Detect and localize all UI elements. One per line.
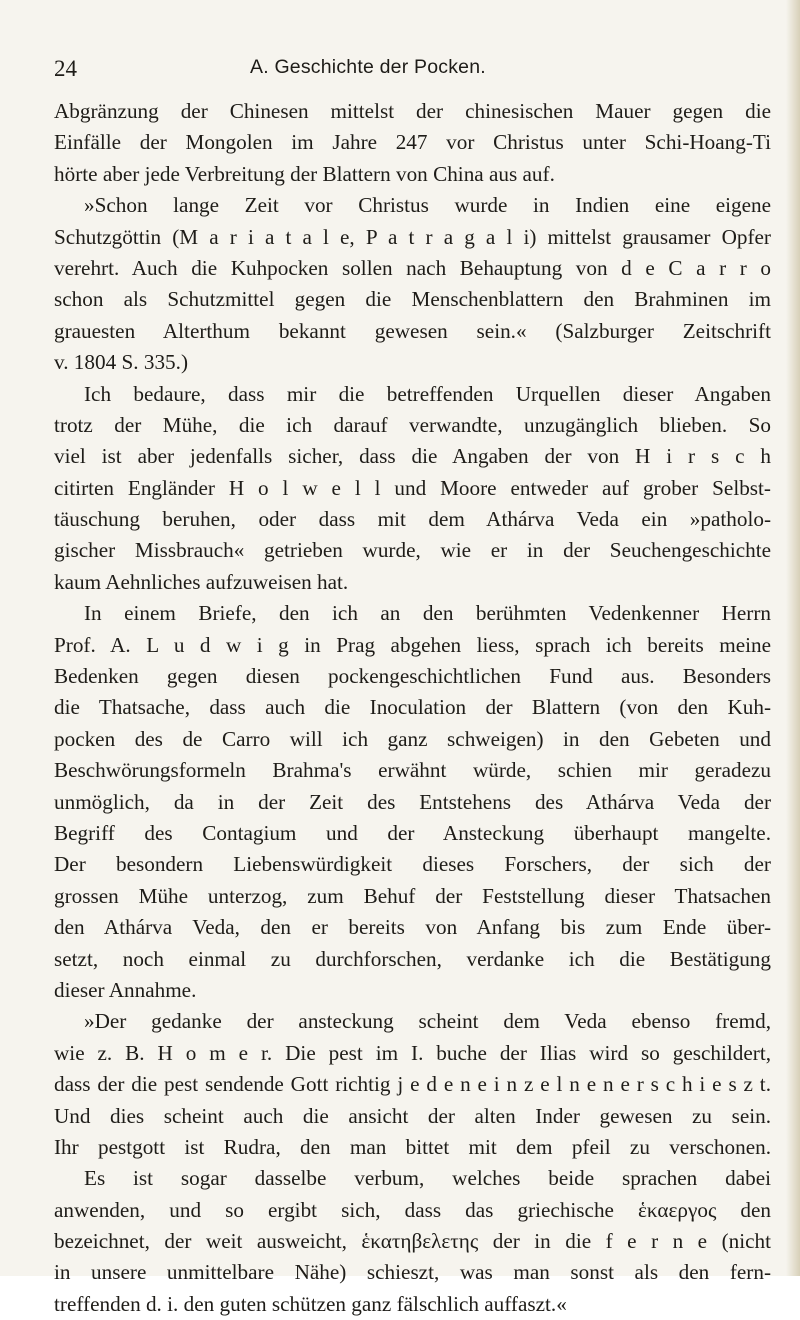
- text-line: anwenden, und so ergibt sich, dass das griechische ἑκαεργος den: [54, 1197, 771, 1222]
- text-line: v. 1804 S. 335.): [54, 350, 188, 375]
- text-line: Der besondern Liebenswürdigkeit dieses Forschers, der sich der: [54, 852, 771, 877]
- text-line: in unsere unmittelbare Nähe) schieszt, was man sonst als den fern-: [54, 1260, 771, 1285]
- text-line: Abgränzung der Chinesen mittelst der chinesischen Mauer gegen die: [54, 99, 771, 123]
- text-line: citirten Engländer H o l w e l l und Moore entweder auf grober Selbst-: [54, 475, 771, 500]
- text-line: verehrt. Auch die Kuhpocken sollen nach Behauptung von d e C a r r o: [54, 255, 771, 280]
- text-line: kaum Aehnliches aufzuweisen hat.: [54, 569, 349, 594]
- body-text: [54, 96, 771, 1320]
- text-line: grauesten Alterthum bekannt gewesen sein.« (Salzburger Zeitschrift: [54, 318, 771, 343]
- page-edge-shadow: [786, 0, 800, 1276]
- text-line: die Thatsache, dass auch die Inoculation der Blattern (von den Kuh-: [54, 695, 771, 720]
- text-line: grossen Mühe unterzog, zum Behuf der Feststellung dieser Thatsachen: [54, 883, 771, 908]
- text-line: Ich bedaure, dass mir die betreffenden Urquellen dieser Angaben: [84, 381, 771, 406]
- running-head-title: A. Geschichte der Pocken.: [250, 56, 486, 78]
- text-line: Ihr pestgott ist Rudra, den man bittet mit dem pfeil zu verschonen.: [54, 1134, 771, 1159]
- text-line: Bedenken gegen diesen pockengeschichtlichen Fund aus. Besonders: [54, 664, 771, 689]
- text-line: treffenden d. i. den guten schützen ganz fälschlich auffaszt.«: [54, 1291, 567, 1316]
- text-line: dieser Annahme.: [54, 977, 197, 1002]
- text-line: Begriff des Contagium und der Ansteckung überhaupt mangelte.: [54, 820, 771, 845]
- text-line: setzt, noch einmal zu durchforschen, verdanke ich die Bestätigung: [54, 946, 771, 971]
- text-line: pocken des de Carro will ich ganz schweigen) in den Gebeten und: [54, 726, 771, 751]
- running-head: [54, 54, 774, 84]
- text-line: schon als Schutzmittel gegen die Menschenblattern den Brahminen im: [54, 287, 771, 312]
- text-line: Prof. A. L u d w i g in Prag abgehen liess, sprach ich bereits meine: [54, 632, 771, 657]
- text-line: viel ist aber jedenfalls sicher, dass die Angaben der von H i r s c h: [54, 444, 771, 469]
- text-line: wie z. B. H o m e r. Die pest im I. buche der Ilias wird so geschildert,: [54, 1040, 771, 1065]
- text-line: den Athárva Veda, den er bereits von Anfang bis zum Ende über-: [54, 915, 771, 940]
- text-line: gischer Missbrauch« getrieben wurde, wie er in der Seuchengeschichte: [54, 538, 771, 563]
- text-line: trotz der Mühe, die ich darauf verwandte, unzugänglich blieben. So: [54, 412, 771, 437]
- text-line: dass der die pest sendende Gott richtig j e d e n e i n z e l n e n e r s c h i e s z t.: [54, 1072, 771, 1097]
- text-line: »Der gedanke der ansteckung scheint dem Veda ebenso fremd,: [84, 1009, 771, 1034]
- text-line: Und dies scheint auch die ansicht der alten Inder gewesen zu sein.: [54, 1103, 771, 1128]
- text-line: täuschung beruhen, oder dass mit dem Athárva Veda ein »patholo-: [54, 507, 771, 532]
- text-line: »Schon lange Zeit vor Christus wurde in Indien eine eigene: [84, 193, 771, 218]
- page-number: 24: [54, 56, 77, 81]
- text-line: In einem Briefe, den ich an den berühmten Vedenkenner Herrn: [84, 601, 771, 626]
- text-line: Beschwörungsformeln Brahma's erwähnt würde, schien mir geradezu: [54, 758, 771, 783]
- text-line: bezeichnet, der weit ausweicht, ἑκατηβελετης der in die f e r n e (nicht: [54, 1229, 771, 1254]
- text-line: unmöglich, da in der Zeit des Entstehens des Athárva Veda der: [54, 789, 771, 814]
- text-line: Schutzgöttin (M a r i a t a l e, P a t r a g a l i) mittelst grausamer Opfer: [54, 224, 771, 249]
- text-line: Einfälle der Mongolen im Jahre 247 vor Christus unter Schi-Hoang-Ti: [54, 130, 771, 155]
- text-line: hörte aber jede Verbreitung der Blattern von China aus auf.: [54, 161, 555, 186]
- text-line: Es ist sogar dasselbe verbum, welches beide sprachen dabei: [84, 1166, 771, 1191]
